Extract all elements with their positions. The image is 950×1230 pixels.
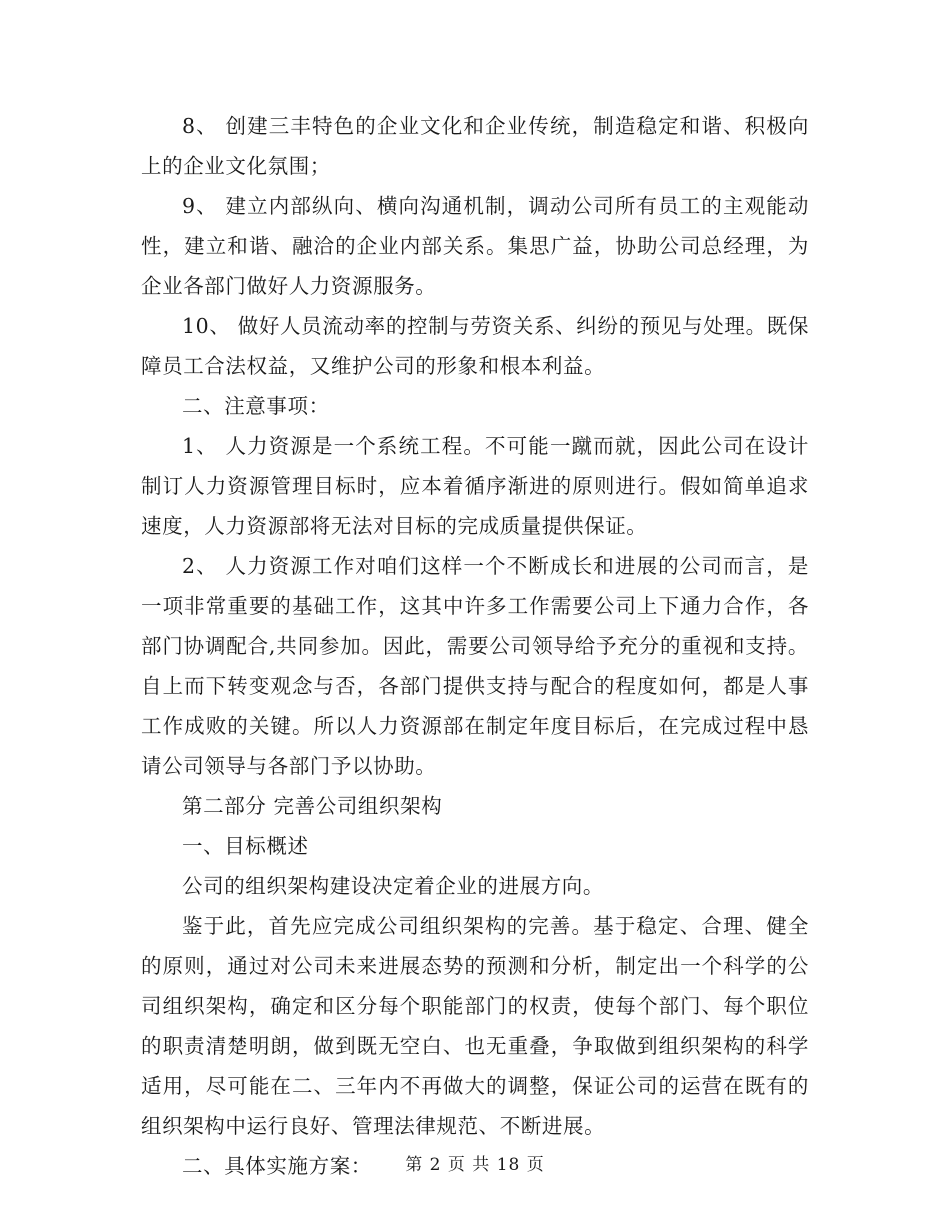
paragraph-note-1: 1、 人力资源是一个系统工程。不可能一蹴而就，因此公司在设计制订人力资源管理目标时，应本着循序渐进的原则进行。假如简单追求速度，人力资源部将无法对目标的完成质量提供保证。: [141, 434, 809, 538]
page-number-footer: 第 2 页 共 18 页: [405, 1155, 545, 1175]
section-heading-plan: 二、具体实施方案：: [182, 1154, 372, 1178]
paragraph-detail: 鉴于此，首先应完成公司组织架构的完善。基于稳定、合理、健全的原则，通过对公司未来进展态势的预测和分析，制定出一个科学的公司组织架构，确定和区分每个职能部门的权责，使每个部门、每个职位的职责清楚明朗，做到既无空白、也无重叠，争取做到组织架构的科学适用，尽可能在二、三年内不再做大的调整，保证公司的运营在既有的组织架构中运行良好、管理法律规范、不断进展。: [141, 914, 809, 1138]
section-heading-overview: 一、目标概述: [182, 834, 309, 858]
section-heading-notes: 二、注意事项：: [182, 394, 330, 418]
paragraph-item-9: 9、 建立内部纵向、横向沟通机制，调动公司所有员工的主观能动性，建立和谐、融洽的企业内部关系。集思广益，协助公司总经理，为企业各部门做好人力资源服务。: [141, 194, 809, 298]
document-body: [141, 106, 809, 1186]
part-heading: 第二部分 完善公司组织架构: [182, 794, 443, 818]
paragraph-item-8: 8、 创建三丰特色的企业文化和企业传统，制造稳定和谐、积极向上的企业文化氛围；: [141, 114, 809, 178]
paragraph-note-2: 2、 人力资源工作对咱们这样一个不断成长和进展的公司而言，是一项非常重要的基础工作，这其中许多工作需要公司上下通力合作，各部门协调配合,共同参加。因此，需要公司领导给予充分的重视和支持。自上而下转变观念与否，各部门提供支持与配合的程度如何，都是人事工作成败的关键。所以人力资源部在制定年度目标后，在完成过程中恳请公司领导与各部门予以协助。: [141, 554, 809, 778]
paragraph-item-10: 10、 做好人员流动率的控制与劳资关系、纠纷的预见与处理。既保障员工合法权益，又维护公司的形象和根本利益。: [141, 314, 809, 378]
paragraph-overview: 公司的组织架构建设决定着企业的进展方向。: [182, 874, 604, 898]
